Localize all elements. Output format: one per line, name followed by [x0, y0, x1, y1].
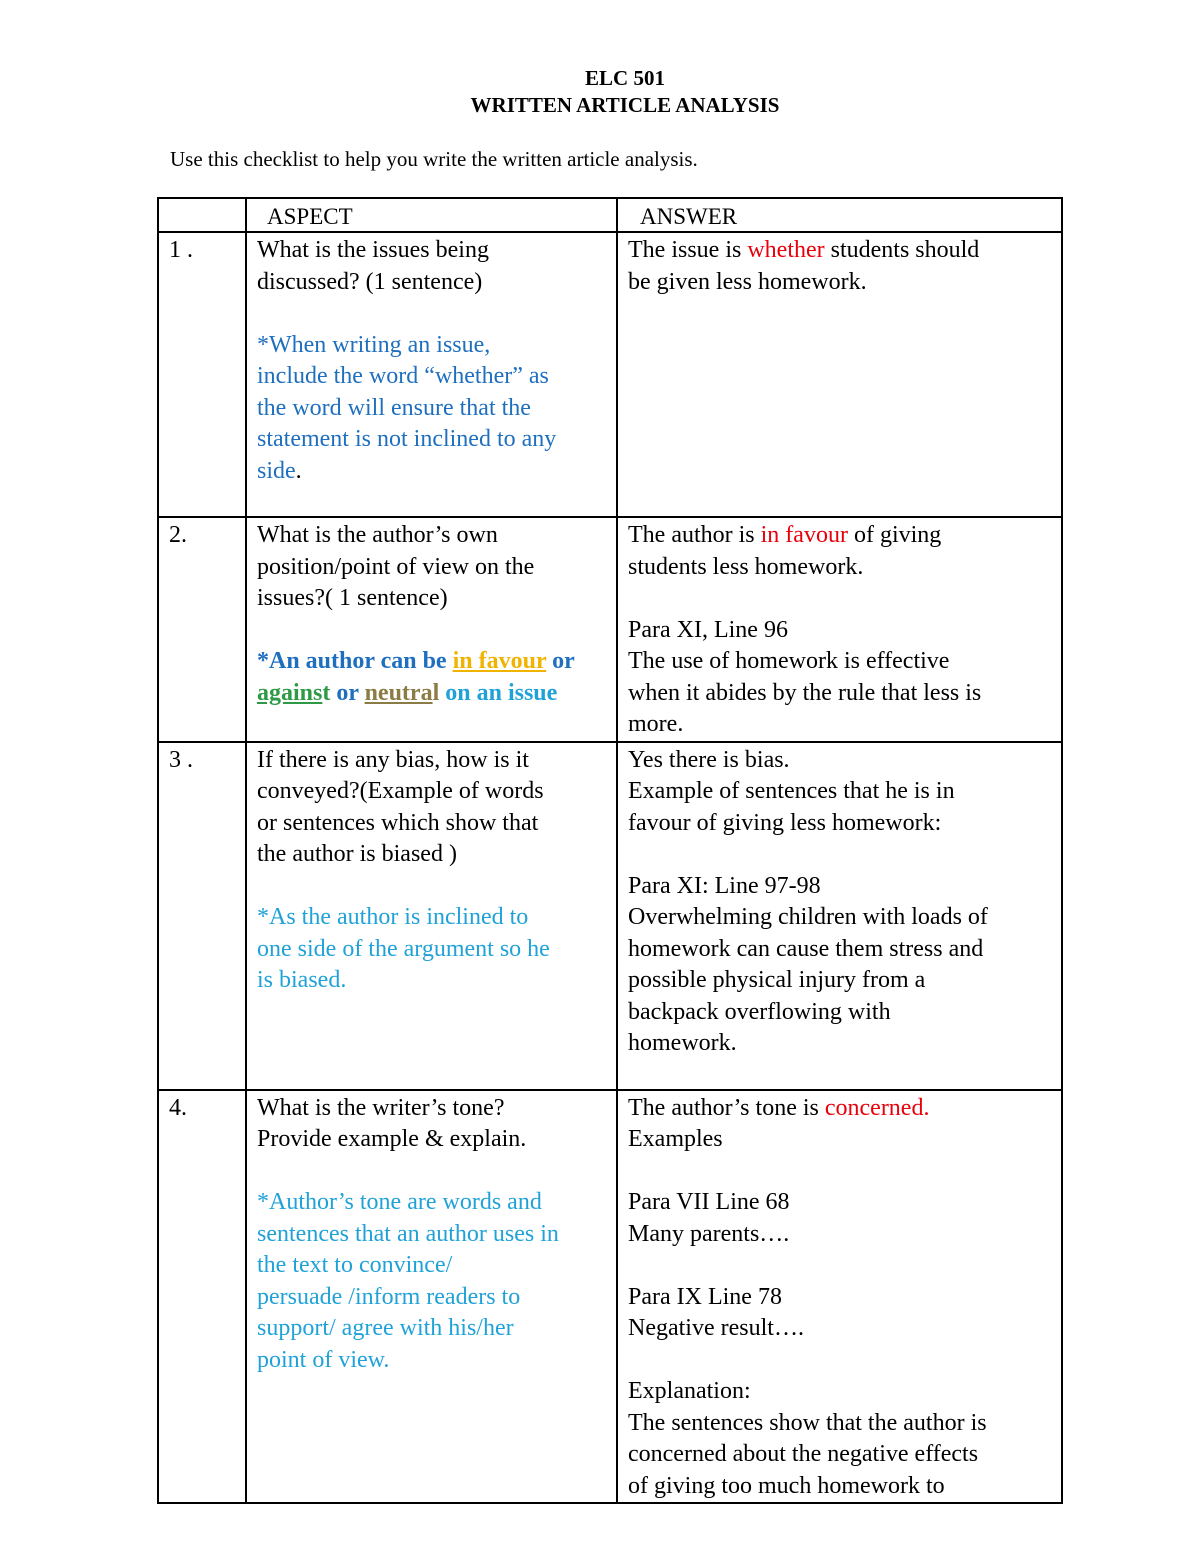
answer-line: The use of homework is effective — [628, 648, 950, 674]
aspect-cell — [246, 742, 617, 1090]
spacer — [628, 1250, 1051, 1282]
spacer — [257, 298, 606, 330]
spacer — [628, 839, 1051, 871]
spacer — [628, 1345, 1051, 1377]
answer-text: students should — [824, 237, 980, 263]
note-period: . — [295, 457, 302, 484]
answer-line: Negative result…. — [628, 1315, 804, 1341]
note-line: point of view. — [257, 1346, 390, 1373]
answer-line: Para VII Line 68 — [628, 1189, 790, 1215]
answer-highlight: in favour — [760, 522, 848, 548]
spacer — [257, 615, 606, 647]
answer-line: Para XI: Line 97-98 — [628, 872, 821, 899]
question-line: discussed? (1 sentence) — [257, 268, 483, 295]
row-number: 1 . — [158, 232, 246, 517]
spacer — [257, 1156, 606, 1188]
question-line: What is the issues being — [257, 237, 489, 263]
answer-line: Example of sentences that he is in — [628, 778, 955, 804]
document-title: WRITTEN ARTICLE ANALYSIS — [470, 93, 780, 117]
note-line: statement is not inclined to any — [257, 426, 557, 452]
spacer — [628, 1156, 1051, 1188]
answer-line: Explanation: — [628, 1378, 751, 1404]
answer-cell — [617, 742, 1062, 1090]
note-line: include the word “whether” as — [257, 363, 549, 389]
row-number: 3 . — [158, 742, 246, 1090]
table-row — [158, 1090, 1062, 1504]
answer-line: homework. — [628, 1030, 737, 1056]
answer-cell — [617, 232, 1062, 517]
note-line: *When writing an issue, — [257, 331, 491, 358]
note-line: side — [257, 457, 296, 484]
header-answer: ANSWER — [617, 198, 1062, 232]
neutral-label-end: l — [432, 679, 440, 706]
note-line: sentences that an author uses in — [257, 1220, 559, 1247]
answer-line: The sentences show that the author is — [628, 1409, 987, 1436]
note-text: or — [330, 679, 365, 706]
answer-text: The author is — [628, 522, 761, 548]
note-text: or — [546, 648, 575, 674]
question-line: What is the writer’s tone? — [257, 1094, 505, 1121]
answer-line: Yes there is bias. — [628, 746, 790, 773]
question-line: conveyed?(Example of words — [257, 778, 544, 804]
aspect-cell — [246, 517, 617, 742]
note-line: support/ agree with his/her — [257, 1315, 514, 1341]
answer-line: when it abides by the rule that less is — [628, 679, 982, 706]
note-line: *Author’s tone are words and — [257, 1189, 542, 1215]
note-text: *An author can be — [257, 648, 453, 674]
spacer — [628, 583, 1051, 615]
header-number-cell — [158, 198, 246, 232]
row-number: 2. — [158, 517, 246, 742]
analysis-checklist-table — [157, 197, 1063, 1504]
answer-highlight: concerned. — [824, 1094, 930, 1121]
answer-line: of giving too much homework to — [628, 1472, 945, 1499]
answer-line: homework can cause them stress and — [628, 935, 984, 962]
in-favour-label: in favour — [452, 648, 547, 674]
table-header-row — [158, 198, 1062, 232]
answer-line: possible physical injury from a — [628, 967, 926, 993]
answer-line: be given less homework. — [628, 268, 867, 295]
note-line: one side of the argument so he — [257, 935, 550, 962]
answer-line: Para IX Line 78 — [628, 1283, 782, 1310]
answer-highlight: whether — [747, 237, 825, 263]
course-code: ELC 501 — [585, 66, 665, 90]
answer-line: Examples — [628, 1126, 723, 1152]
answer-cell — [617, 1090, 1062, 1504]
header-aspect: ASPECT — [246, 198, 617, 232]
answer-line: students less homework. — [628, 553, 864, 580]
note-line: *As the author is inclined to — [257, 904, 529, 930]
answer-text: The issue is — [628, 237, 748, 263]
answer-line: backpack overflowing with — [628, 998, 891, 1025]
answer-text: of giving — [847, 522, 942, 548]
against-label: agains — [257, 679, 323, 706]
question-line: the author is biased ) — [257, 841, 457, 867]
answer-text: The author’s tone is — [628, 1094, 825, 1121]
table-row — [158, 742, 1062, 1090]
neutral-label: neutra — [364, 679, 433, 706]
note-line: is biased. — [257, 967, 347, 993]
answer-line: more. — [628, 711, 684, 737]
answer-cell — [617, 517, 1062, 742]
question-line: Provide example & explain. — [257, 1126, 527, 1152]
answer-line: favour of giving less homework: — [628, 809, 942, 836]
aspect-cell — [246, 1090, 617, 1504]
table-row — [158, 232, 1062, 517]
question-line: issues?( 1 sentence) — [257, 585, 448, 611]
table-row — [158, 517, 1062, 742]
question-line: or sentences which show that — [257, 809, 539, 836]
question-line: position/point of view on the — [257, 553, 535, 580]
aspect-cell — [246, 232, 617, 517]
spacer — [257, 871, 606, 903]
answer-line: Overwhelming children with loads of — [628, 904, 988, 930]
answer-line: Many parents…. — [628, 1220, 790, 1247]
answer-line: concerned about the negative effects — [628, 1441, 979, 1467]
note-text: on an issue — [439, 679, 558, 706]
question-line: What is the author’s own — [257, 522, 498, 548]
note-line: the text to convince/ — [257, 1252, 453, 1278]
against-label-end: t — [322, 679, 331, 706]
answer-line: Para XI, Line 96 — [628, 616, 788, 643]
intro-text: Use this checklist to help you write the written article analysis. — [170, 147, 698, 171]
question-line: If there is any bias, how is it — [257, 746, 529, 773]
note-line: the word will ensure that the — [257, 394, 531, 421]
note-line: persuade /inform readers to — [257, 1283, 521, 1310]
row-number: 4. — [158, 1090, 246, 1504]
